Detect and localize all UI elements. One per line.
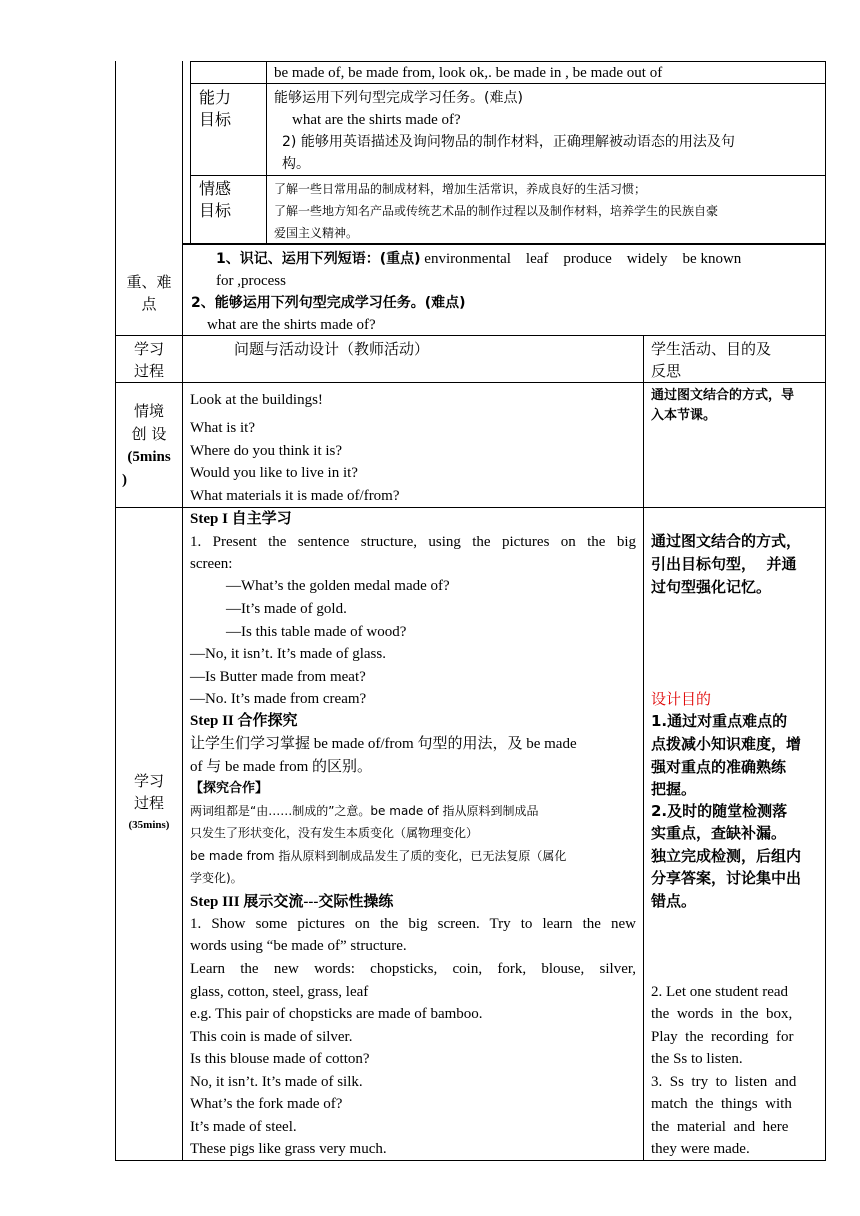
note-a-line-1: 通过图文结合的方式， [651, 532, 802, 550]
emotion-label-1: 情感 [199, 179, 232, 198]
step1-line-6: —No, it isn’t. It’s made of glass. [190, 646, 386, 662]
note-c-line-1: 2. Let one student read [651, 984, 789, 1000]
intro-label-1: 情境 [133, 402, 164, 420]
note-b-line-9: 错点。 [651, 892, 697, 910]
step3-line-11: These pigs like grass very much. [190, 1141, 387, 1157]
step2-line-6: be made from 指从原料到制成品发生了质的变化，已无法复原（属化 [190, 849, 567, 863]
header-row-bottom [115, 382, 826, 383]
note-c-line-7: the material and here [651, 1119, 789, 1135]
ability-line-4: 构。 [282, 156, 310, 172]
key-line-3: 2、能够运用下列句型完成学习任务。(难点) [191, 295, 466, 311]
ability-line-3: 2) 能够用英语描述及询问物品的制作材料，正确理解被动语态的用法及句 [282, 134, 735, 150]
key-line-1-words: environmental leaf produce widely be known [424, 251, 742, 267]
step3-line-10: It’s made of steel. [190, 1119, 297, 1135]
step1-line-3: —What’s the golden medal made of? [226, 578, 450, 594]
outer-left-border [115, 61, 116, 1161]
top-inner-left-border-b [190, 61, 191, 244]
intro-line-5: What materials it is made of/from? [190, 488, 400, 504]
header-teacher-activity: 问题与活动设计（教师活动） [234, 340, 430, 358]
intro-line-2: What is it? [190, 420, 255, 436]
intro-label-4: ) [122, 472, 127, 488]
notes-column-divider [643, 336, 644, 1160]
step3-line-7: Is this blouse made of cotton? [190, 1051, 370, 1067]
step3-title: Step III 展示交流---交际性操练 [190, 894, 394, 910]
top-label-divider [266, 61, 267, 244]
step3-line-6: This coin is made of silver. [190, 1029, 353, 1045]
ability-label-1: 能力 [199, 88, 232, 107]
intro-note-2: 入本节课。 [651, 408, 717, 423]
intro-line-3: Where do you think it is? [190, 443, 343, 459]
key-line-1 [216, 248, 818, 270]
key-label-2: 点 [141, 295, 157, 313]
step1-line-8: —No. It’s made from cream? [190, 691, 367, 707]
ability-row-bottom [190, 175, 826, 176]
key-label-1: 重、难 [126, 273, 172, 291]
step1-title [190, 508, 292, 530]
note-a-line-3: 过句型强化记忆。 [651, 578, 772, 596]
step1-line-5: —Is this table made of wood? [226, 624, 407, 640]
emotion-line-1: 了解一些日常用品的制成材料，增加生活常识，养成良好的生活习惯； [274, 182, 647, 196]
step1-line-7: —Is Butter made from meat? [190, 669, 366, 685]
step2-title: Step II 合作探究 [190, 713, 298, 729]
step3-line-9: What’s the fork made of? [190, 1096, 343, 1112]
intro-line-4: Would you like to live in it? [190, 465, 358, 481]
note-b-line-6: 实重点，查缺补漏。 [651, 824, 787, 842]
step2-line-5: 只发生了形状变化，没有发生本质变化（属物理变化） [190, 826, 479, 840]
emotion-line-3: 爱国主义精神。 [274, 226, 359, 240]
top-inner-left-border-a [182, 61, 183, 244]
step2-line-4: 两词组都是“由……制成的”之意。be made of 指从原料到制成品 [190, 804, 539, 818]
step3-line-8: No, it isn’t. It’s made of silk. [190, 1074, 363, 1090]
note-c-line-3: Play the recording for [651, 1029, 794, 1045]
note-a-line-2: 引出目标句型， 并通 [651, 555, 797, 573]
step3-line-5: e.g. This pair of chopsticks are made of bamboo. [190, 1006, 483, 1022]
emotion-label-2: 目标 [199, 201, 232, 220]
step2-line-1: 让学生们学习掌握 be made of/from 句型的用法，及 be made [190, 736, 577, 752]
header-process-2: 过程 [133, 362, 164, 380]
note-b-line-3: 强对重点的准确熟练 [651, 758, 787, 776]
step1-title-text: Step I 自主学习 [190, 511, 292, 527]
ability-line-1: 能够运用下列句型完成学习任务。(难点) [274, 90, 523, 106]
step3-line-1: 1. Show some pictures on the big screen. Try to learn the new [190, 916, 636, 932]
outer-bottom-border [115, 1160, 826, 1161]
outer-right-border [825, 61, 826, 1161]
note-b-line-1: 1.通过对重点难点的 [651, 712, 788, 730]
step2-line-7: 学变化)。 [190, 871, 243, 885]
step3-line-3: Learn the new words: chopsticks, coin, fork, blouse, silver, [190, 961, 636, 977]
note-b-line-8: 分享答案，讨论集中出 [651, 869, 802, 887]
process-label-2: 过程 [133, 794, 164, 812]
step2-line-2: of 与 be made from 的区别。 [190, 759, 373, 775]
intro-line-1: Look at the buildings! [190, 392, 323, 408]
key-line-1-prefix: 1、识记、运用下列短语：(重点) [216, 251, 421, 267]
note-c-line-2: the words in the box, [651, 1006, 793, 1022]
ability-line-2: what are the shirts made of? [292, 112, 461, 128]
ability-label-2: 目标 [199, 110, 232, 129]
step1-line-4: —It’s made of gold. [226, 601, 347, 617]
header-student-activity-2: 反思 [651, 362, 682, 380]
key-line-4: what are the shirts made of? [207, 317, 376, 333]
intro-label-3: (5mins [127, 449, 171, 465]
note-b-line-4: 把握。 [651, 780, 697, 798]
step2-line-3: 【探究合作】 [190, 781, 269, 796]
emotion-line-2: 了解一些地方知名产品或传统艺术品的制作过程以及制作材料，培养学生的民族自豪 [274, 204, 719, 218]
note-c-line-8: they were made. [651, 1141, 750, 1157]
process-label-1: 学习 [133, 772, 164, 790]
key-line-2: for ,process [216, 273, 286, 289]
note-c-line-4: the Ss to listen. [651, 1051, 743, 1067]
note-c-line-6: match the things with [651, 1096, 792, 1112]
header-process-1: 学习 [133, 340, 164, 358]
step3-line-4: glass, cotton, steel, grass, leaf [190, 984, 369, 1000]
process-label-3: (35mins) [128, 819, 170, 831]
intro-label-2: 创 设 [131, 425, 167, 443]
step1-line-1: 1. Present the sentence structure, using the pictures on the big [190, 534, 636, 550]
note-c-line-5: 3. Ss try to listen and [651, 1074, 797, 1090]
step1-line-2: screen: [190, 556, 233, 572]
note-b-line-5: 2.及时的随堂检测落 [651, 802, 788, 820]
intro-note-1: 通过图文结合的方式，导 [651, 388, 795, 403]
header-student-activity-1: 学生活动、目的及 [651, 340, 772, 358]
note-b-line-2: 点拨减小知识难度，增 [651, 735, 802, 753]
phrases-line: be made of, be made from, look ok,. be made in , be made out of [274, 65, 663, 81]
step3-line-2: words using “be made of” structure. [190, 938, 407, 954]
note-b-line-7: 独立完成检测，后组内 [651, 847, 802, 865]
design-purpose-title: 设计目的 [651, 690, 712, 708]
